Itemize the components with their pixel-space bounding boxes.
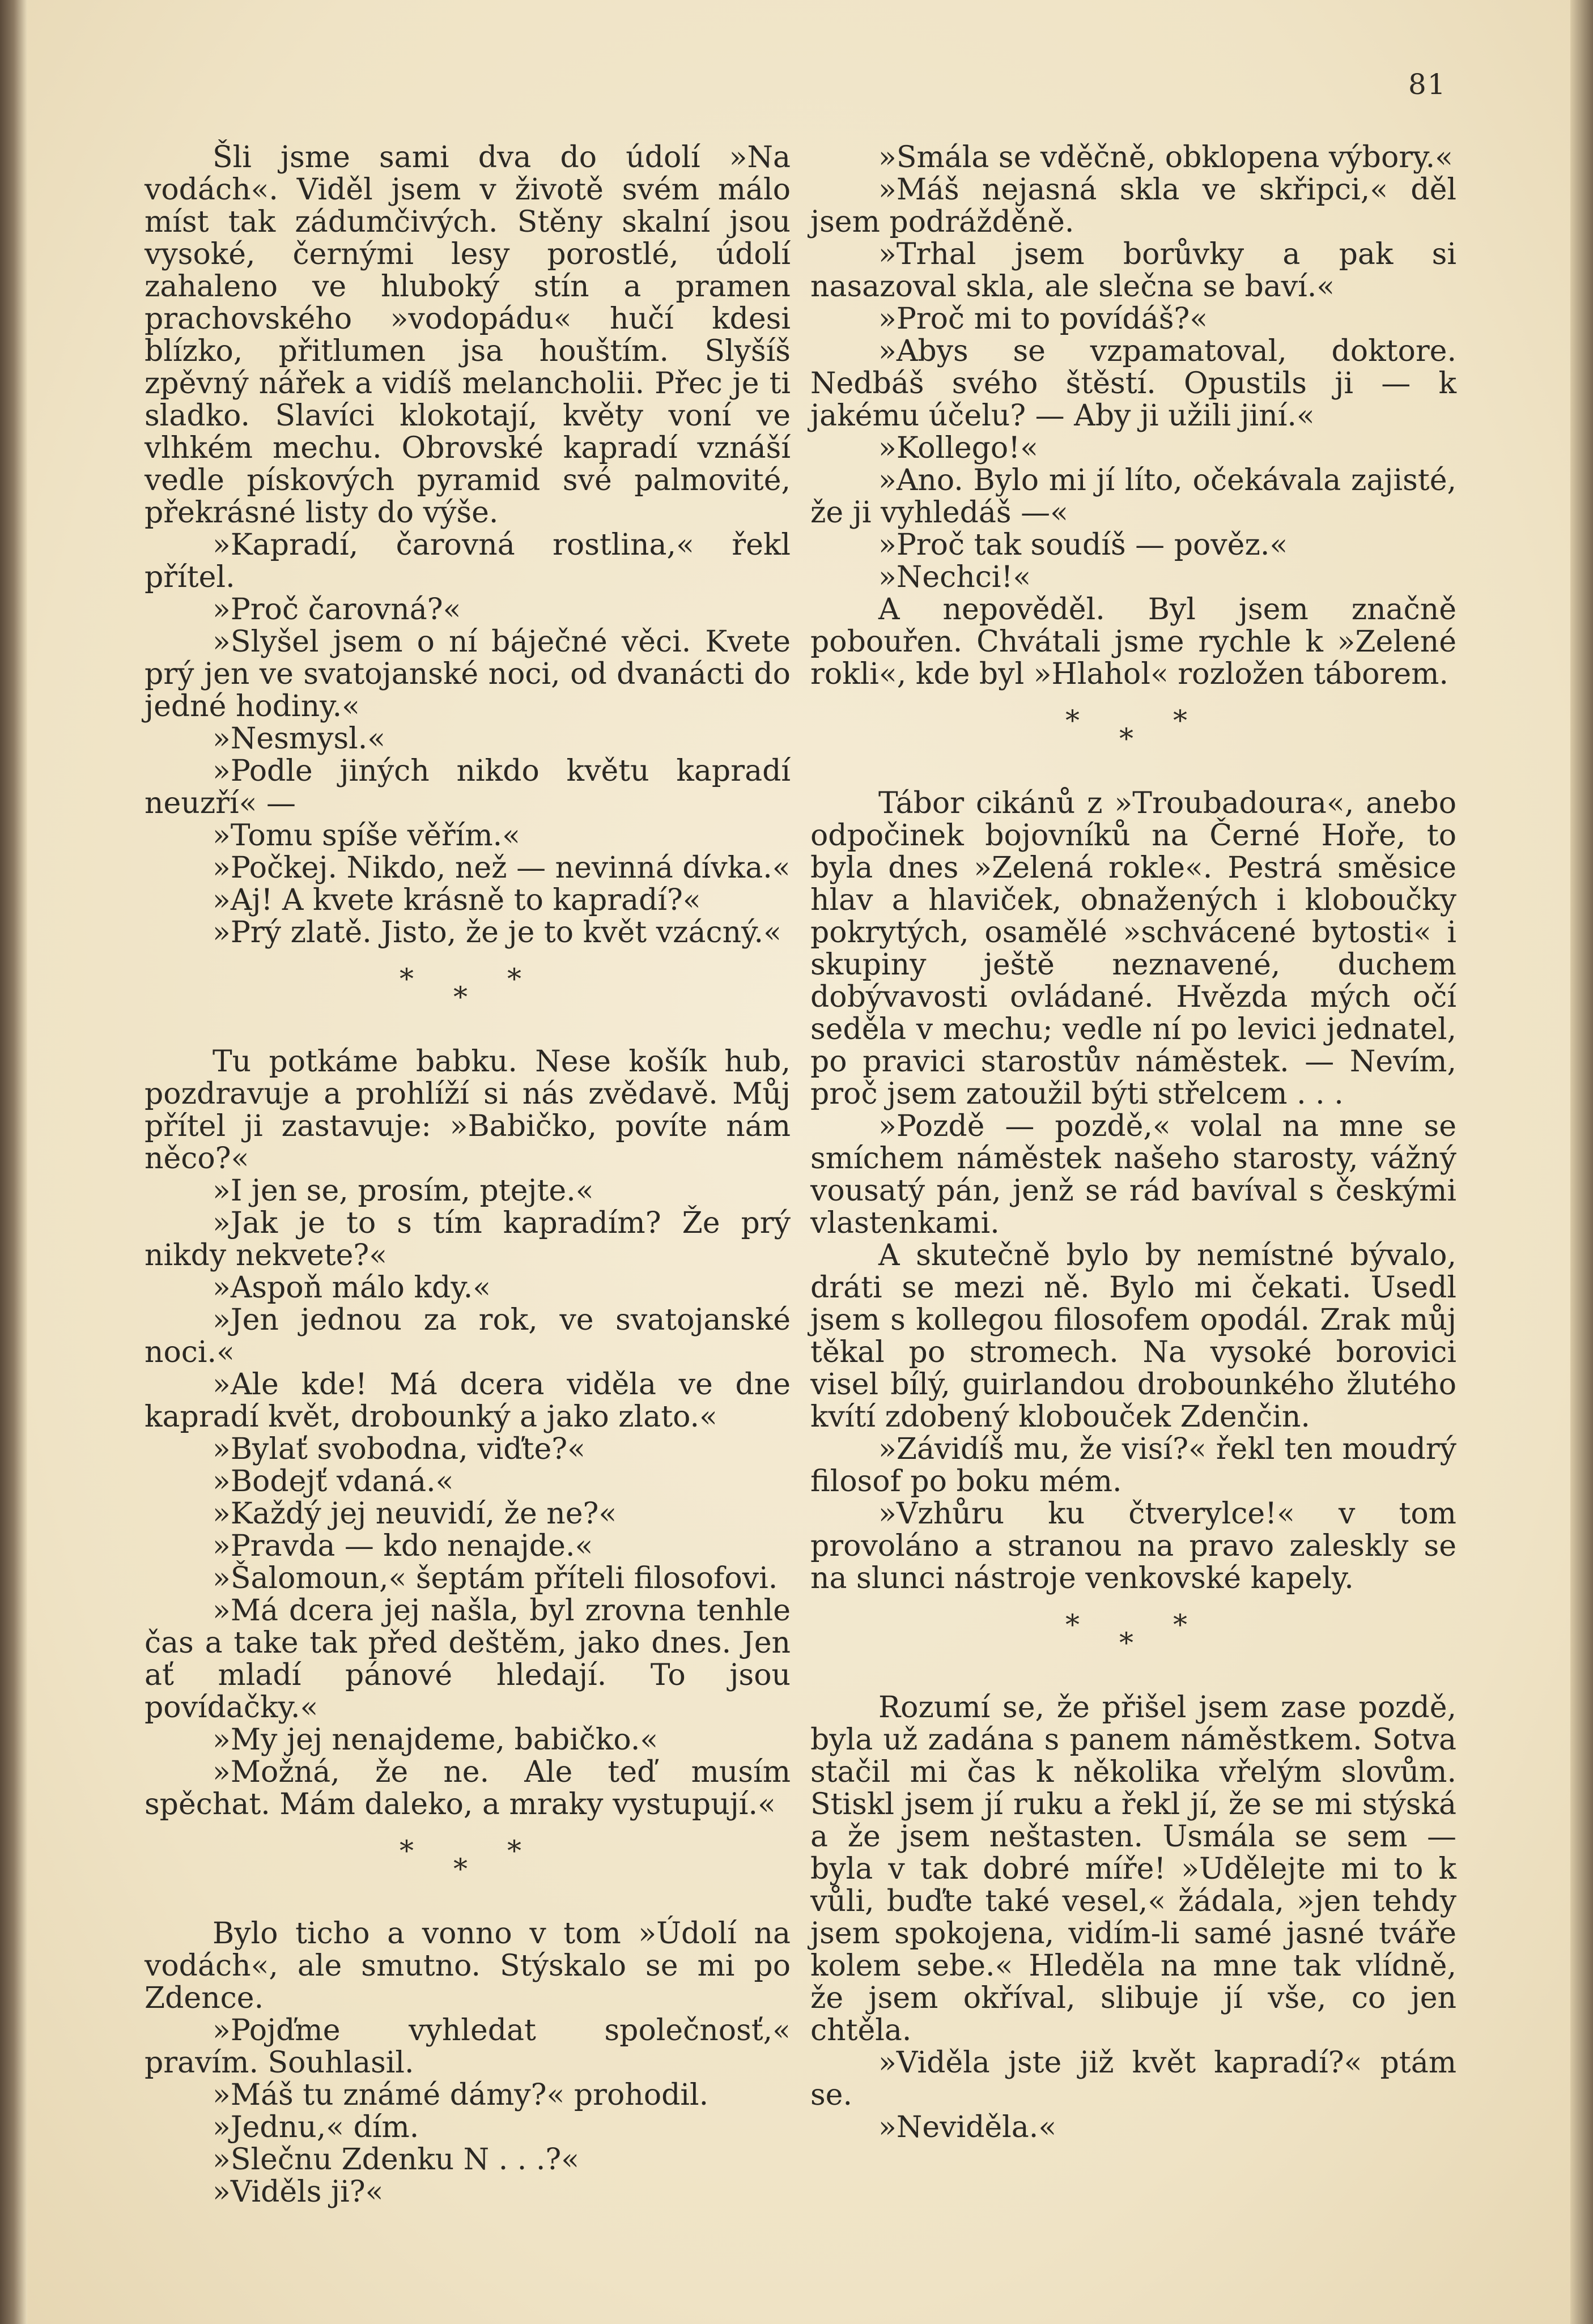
- paragraph: »Závidíš mu, že visí?« řekl ten moudrý filosof po boku mém.: [810, 1432, 1456, 1499]
- paragraph: »Jednu,« dím.: [213, 2110, 419, 2144]
- paragraph: »Máš tu známé dámy?« prohodil.: [213, 2078, 709, 2112]
- asterisk: *: [400, 1834, 414, 1867]
- paragraph: »Kapradí, čarovná rostlina,« řekl přítel.: [145, 528, 791, 594]
- page-binding-shadow: [0, 0, 27, 2324]
- paragraph: Rozumí se, že přišel jsem zase pozdě, byla už zadána s panem náměstkem. Sotva stačil mi čas k několika vřelým slovům. Stiskl jsem jí ruku a řekl jí, že se mi stýská a že jsem neštasten. Usmála se sem — byla v tak dobré míře! »Udělejte mi to k vůli, buďte také vesel,« žádala, »jen tehdy jsem spokojena, vidím-li samé jasné tváře kolem sebe.« Hleděla na mne tak vlídně, že jsem okříval, slibuje jí vše, co jen chtěla.: [810, 1691, 1456, 2048]
- section-separator: [145, 1821, 791, 1918]
- paragraph: »Pojďme vyhledat společnosť,« pravím. Souhlasil.: [145, 2014, 791, 2080]
- asterisk: *: [453, 1853, 468, 1885]
- paragraph: »Nechci!«: [878, 560, 1031, 594]
- paragraph: »Ano. Bylo mi jí líto, očekávala zajisté, že ji vyhledáš —«: [810, 463, 1456, 530]
- section-separator: [145, 949, 791, 1046]
- asterisk: *: [1119, 722, 1133, 755]
- asterisk: *: [1173, 1608, 1187, 1641]
- paragraph: »Pravda — kdo nenajde.«: [213, 1529, 593, 1563]
- paragraph: »Podle jiných nikdo květu kapradí neuzří« —: [145, 754, 791, 820]
- paragraph: »Slyšel jsem o ní báječné věci. Kvete prý jen ve svatojanské noci, od dvanácti do jedné hodiny.«: [145, 625, 791, 723]
- paragraph: »Aspoň málo kdy.«: [213, 1271, 491, 1305]
- paragraph: »Smála se vděčně, obklopena výbory.«: [878, 141, 1453, 174]
- page-number: 81: [1408, 68, 1447, 101]
- paragraph: Tu potkáme babku. Nese košík hub, pozdravuje a prohlíží si nás zvědavě. Můj přítel ji zastavuje: »Babičko, povíte nám něco?«: [145, 1045, 791, 1176]
- paragraph: »Viděls ji?«: [213, 2175, 384, 2209]
- paragraph: »Bodejť vdaná.«: [213, 1465, 454, 1499]
- paragraph: »Nesmysl.«: [213, 722, 386, 756]
- paragraph: »Vzhůru ku čtverylce!« v tom provoláno a stranou na pravo zaleskly se na slunci nástroje venkovské kapely.: [810, 1497, 1456, 1595]
- paragraph: »Každý jej neuvidí, že ne?«: [213, 1497, 617, 1531]
- paragraph: »Proč tak soudíš — pověz.«: [878, 528, 1288, 562]
- section-separator: [810, 1595, 1456, 1692]
- asterisk: *: [1173, 704, 1187, 737]
- asterisk: *: [1119, 1627, 1133, 1659]
- paragraph: »Máš nejasná skla ve skřipci,« děl jsem podrážděně.: [810, 173, 1456, 239]
- paragraph: »Jen jednou za rok, ve svatojanské noci.«: [145, 1303, 791, 1369]
- paragraph: »Proč čarovná?«: [213, 593, 461, 627]
- paragraph: A nepověděl. Byl jsem značně pobouřen. Chvátali jsme rychle k »Zelené rokli«, kde byl »Hlahol« rozložen táborem.: [810, 593, 1456, 691]
- paragraph: »Slečnu Zdenku N . . .?«: [213, 2143, 580, 2177]
- paragraph: »Kollego!«: [878, 431, 1038, 465]
- paragraph: Bylo ticho a vonno v tom »Údolí na vodách«, ale smutno. Stýskalo se mi po Zdence.: [145, 1917, 791, 2015]
- paragraph: »I jen se, prosím, ptejte.«: [213, 1174, 594, 1208]
- paragraph: A skutečně bylo by nemístné bývalo, dráti se mezi ně. Bylo mi čekati. Usedl jsem s kollegou filosofem opodál. Zrak můj těkal po stromech. Na vysoké borovici visel bílý, guirlandou drobounkého žlutého kvítí zdobený klobouček Zdenčin.: [810, 1238, 1456, 1434]
- paragraph: »Proč mi to povídáš?«: [878, 302, 1208, 336]
- paragraph: »My jej nenajdeme, babičko.«: [213, 1723, 659, 1757]
- paragraph: »Možná, že ne. Ale teď musím spěchat. Mám daleko, a mraky vystupují.«: [145, 1755, 791, 1821]
- asterisk: *: [1065, 1608, 1080, 1641]
- paragraph: »Neviděla.«: [878, 2110, 1057, 2144]
- paragraph: »Ale kde! Má dcera viděla ve dne kapradí květ, drobounký a jako zlato.«: [145, 1368, 791, 1434]
- left-column: [145, 142, 791, 2208]
- paragraph: »Aj! A kvete krásně to kapradí?«: [213, 883, 701, 917]
- asterisk: *: [507, 963, 521, 995]
- paragraph: »Má dcera jej našla, byl zrovna tenhle čas a take tak před deštěm, jako dnes. Jen ať mladí pánové hledají. To jsou povídačky.«: [145, 1594, 791, 1725]
- asterisk: *: [1065, 704, 1080, 737]
- paragraph: »Prý zlatě. Jisto, že je to květ vzácný.«: [213, 916, 781, 950]
- section-separator: [810, 691, 1456, 788]
- asterisk: *: [507, 1834, 521, 1867]
- right-column: [810, 142, 1456, 2144]
- paragraph: »Tomu spíše věřím.«: [213, 819, 520, 853]
- paragraph: »Bylať svobodna, viďte?«: [213, 1432, 585, 1466]
- paragraph: »Jak je to s tím kapradím? Že prý nikdy nekvete?«: [145, 1206, 791, 1272]
- asterisk: *: [453, 981, 468, 1014]
- paragraph: Tábor cikánů z »Troubadoura«, anebo odpočinek bojovníků na Černé Hoře, to byla dnes »Zelená rokle«. Pestrá směsice hlav a hlaviček, obnažených i kloboučky pokrytých, osamělé »schvácené bytosti« i skupiny ještě neznavené, duchem dobývavosti ovládané. Hvězda mých očí seděla v mechu; vedle ní po levici jednatel, po pravici starostův náměstek. — Nevím, proč jsem zatoužil býti střelcem . . .: [810, 786, 1456, 1111]
- asterisk: *: [400, 963, 414, 995]
- paragraph: »Abys se vzpamatoval, doktore. Nedbáš svého štěstí. Opustils ji — k jakému účelu? — Aby ji užili jiní.«: [810, 334, 1456, 433]
- paragraph: »Pozdě — pozdě,« volal na mne se smíchem náměstek našeho starosty, vážný vousatý pán, jenž se rád bavíval s českými vlastenkami.: [810, 1109, 1456, 1240]
- paragraph: Šli jsme sami dva do údolí »Na vodách«. Viděl jsem v životě svém málo míst tak zádumčivých. Stěny skalní jsou vysoké, černými lesy porostlé, údolí zahaleno ve hluboký stín a pramen prachovského »vodopádu« hučí kdesi blízko, přitlumen jsa houštím. Slyšíš zpěvný nářek a vidíš melancholii. Přec je ti sladko. Slavíci klokotají, květy voní ve vlhkém mechu. Obrovské kapradí vznáší vedle pískových pyramid své palmovité, překrásné listy do výše.: [145, 141, 791, 530]
- paragraph: »Trhal jsem borůvky a pak si nasazoval skla, ale slečna se baví.«: [810, 237, 1456, 304]
- page-edge-shadow: [1570, 0, 1593, 2324]
- paragraph: »Šalomoun,« šeptám příteli filosofovi.: [213, 1561, 778, 1595]
- paragraph: »Počkej. Nikdo, než — nevinná dívka.«: [213, 851, 791, 885]
- paragraph: »Viděla jste již květ kapradí?« ptám se.: [810, 2046, 1456, 2112]
